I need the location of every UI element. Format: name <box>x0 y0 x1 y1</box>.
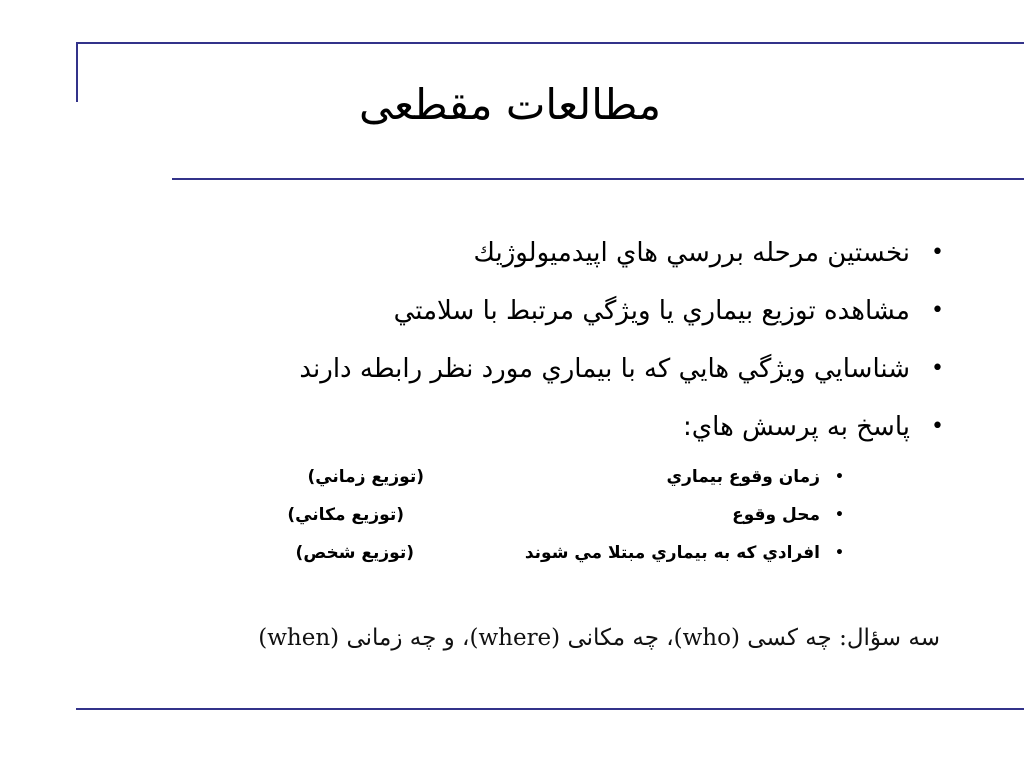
slide-title: مطالعات مقطعی <box>359 80 661 129</box>
sub-bullet-note: (توزيع مكاني) <box>287 505 404 525</box>
sub-bullet-item <box>244 498 844 536</box>
bullet-item <box>144 400 944 458</box>
sub-bullet-item <box>244 536 844 574</box>
sub-bullet-item <box>244 460 844 498</box>
bullet-icon: • <box>931 356 944 381</box>
sub-bullet-list <box>244 460 844 574</box>
footer-note: سه سؤال: چه کسی (who)، چه مکانی (where)، و چه زمانی (when) <box>258 625 940 651</box>
sub-bullet-note: (توزيع زماني) <box>307 467 424 487</box>
left-border-tick <box>76 42 78 102</box>
bullet-item <box>144 226 944 284</box>
sub-bullet-label: زمان وقوع بيماري <box>666 467 820 487</box>
sub-bullet-icon: • <box>835 469 844 485</box>
bullet-item <box>144 284 944 342</box>
bullet-icon: • <box>931 414 944 439</box>
bullet-icon: • <box>931 240 944 265</box>
top-border-line <box>76 42 1024 44</box>
bullet-item <box>144 342 944 400</box>
bottom-border-line <box>76 708 1024 710</box>
sub-bullet-label: محل وقوع <box>732 505 820 525</box>
sub-bullet-label: افرادي كه به بيماري مبتلا مي شوند <box>524 543 820 563</box>
bullet-text: شناسايي ويژگي هايي كه با بيماري مورد نظر رابطه دارند <box>299 354 910 384</box>
bullet-text: پاسخ به پرسش هاي: <box>683 412 910 442</box>
sub-bullet-icon: • <box>835 507 844 523</box>
title-underline <box>172 178 1024 180</box>
sub-bullet-icon: • <box>835 545 844 561</box>
sub-bullet-note: (توزيع شخص) <box>295 543 414 563</box>
bullet-icon: • <box>931 298 944 323</box>
bullet-list <box>144 226 944 458</box>
bullet-text: نخستين مرحله بررسي هاي اپيدميولوژيك <box>473 238 910 268</box>
bullet-text: مشاهده توزيع بيماري يا ويژگي مرتبط با سلامتي <box>393 296 910 326</box>
